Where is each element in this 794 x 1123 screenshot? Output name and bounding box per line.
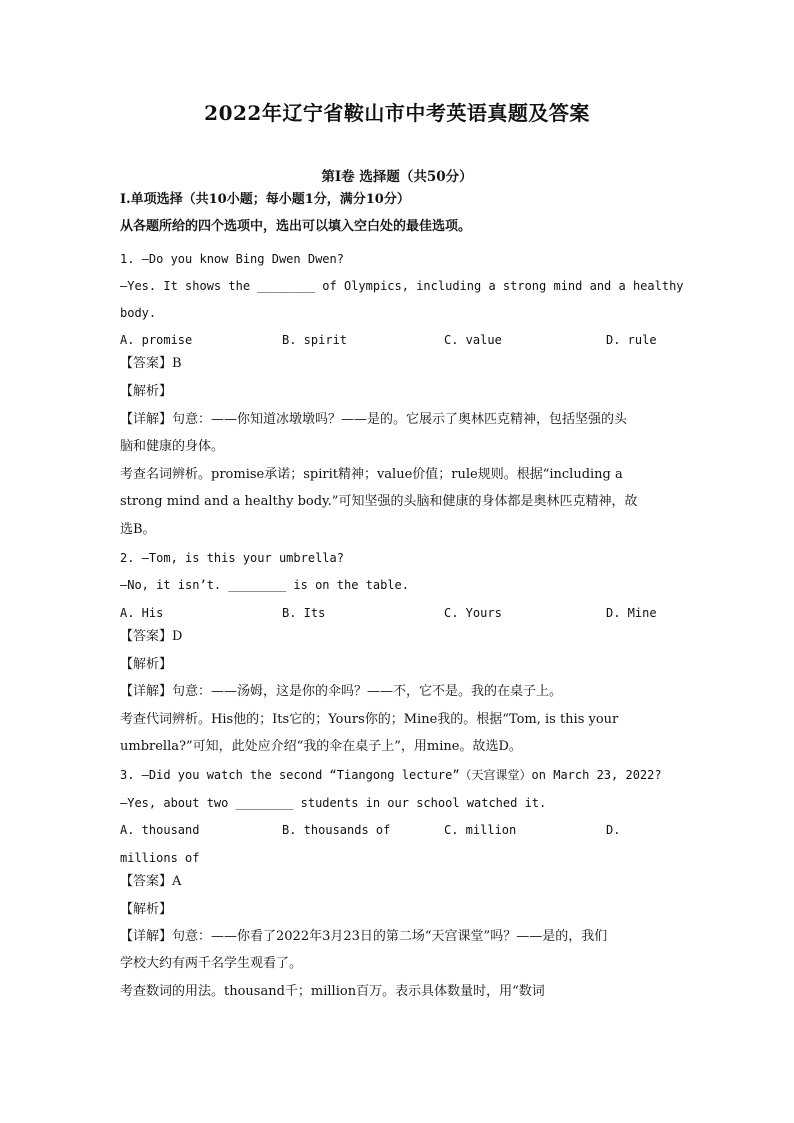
q1-option-a: A. promise — [120, 333, 193, 347]
q2-line-1: 2. —Tom, is this your umbrella? — [120, 551, 344, 565]
q2-option-a: A. His — [120, 606, 164, 620]
q1-line-2: —Yes. It shows the ________ of Olympics, including a strong mind and a healthy — [120, 279, 684, 293]
q3-detail-1: 【详解】句意：——你看了2022年3月23日的第二场“天宫课堂”吗？——是的，我们 — [120, 929, 608, 944]
q3-option-c: C. million — [444, 823, 517, 837]
q3-option-b: B. thousands of — [282, 823, 391, 837]
q2-option-d: D. Mine — [606, 606, 657, 620]
q2-line-2: —No, it isn’t. ________ is on the table. — [120, 578, 409, 592]
q1-option-c: C. value — [444, 333, 502, 347]
q3-option-d: D. — [606, 823, 621, 837]
part-title: I.单项选择（共10小题；每小题1分，满分10分） — [120, 192, 410, 207]
q1-detail-2: 脑和健康的身体。 — [120, 439, 225, 454]
q1-option-d: D. rule — [606, 333, 657, 347]
instruction: 从各题所给的四个选项中，选出可以填入空白处的最佳选项。 — [120, 219, 472, 234]
q2-option-b: B. Its — [282, 606, 326, 620]
q1-detail-4: strong mind and a healthy body.”可知坚强的头脑和健康的身体都是奥林匹克精神，故 — [120, 494, 638, 509]
q1-option-b: B. spirit — [282, 333, 348, 347]
q2-option-c: C. Yours — [444, 606, 502, 620]
q3-analysis: 【解析】 — [120, 902, 173, 917]
q1-detail-3: 考查名词辨析。promise承诺；spirit精神；value价值；rule规则。根据“including a — [120, 467, 623, 482]
q1-line-3: body. — [120, 306, 157, 320]
q3-option-d-continued: millions of — [120, 851, 200, 865]
section-title: 第I卷 选择题（共50分） — [321, 169, 473, 185]
q2-detail-3: umbrella?”可知，此处应介绍“我的伞在桌子上”，用mine。故选D。 — [120, 739, 522, 754]
q2-analysis: 【解析】 — [120, 657, 173, 672]
q2-answer: 【答案】D — [120, 629, 183, 644]
q1-analysis: 【解析】 — [120, 384, 173, 399]
q1-line-1: 1. —Do you know Bing Dwen Dwen? — [120, 252, 344, 266]
q3-detail-3: 考查数词的用法。thousand千；million百万。表示具体数量时，用“数词 — [120, 984, 545, 999]
q1-detail-1: 【详解】句意：——你知道冰墩墩吗？——是的。它展示了奥林匹克精神，包括坚强的头 — [120, 412, 628, 427]
q3-line-1: 3. —Did you watch the second “Tiangong lecture”（天宫课堂）on March 23, 2022? — [120, 768, 662, 782]
q1-detail-5: 选B。 — [120, 522, 156, 537]
q3-answer: 【答案】A — [120, 874, 182, 889]
q3-line-2: —Yes, about two ________ students in our school watched it. — [120, 796, 547, 810]
q3-option-a: A. thousand — [120, 823, 200, 837]
q1-answer: 【答案】B — [120, 356, 182, 371]
q2-detail-1: 【详解】句意：——汤姆，这是你的伞吗？——不，它不是。我的在桌子上。 — [120, 684, 563, 699]
document-title: 2022年辽宁省鞍山市中考英语真题及答案 — [204, 101, 590, 125]
q3-detail-2: 学校大约有两千名学生观看了。 — [120, 956, 303, 971]
q2-detail-2: 考查代词辨析。His他的；Its它的；Yours你的；Mine我的。根据“Tom, is this your — [120, 712, 619, 727]
